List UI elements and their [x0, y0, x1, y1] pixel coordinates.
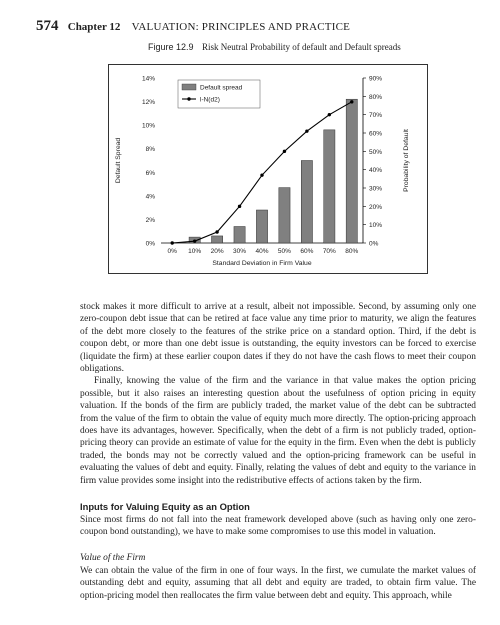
bar	[324, 130, 335, 243]
figure-caption-text: Risk Neutral Probability of default and Default spreads	[202, 42, 401, 52]
left-tick-label: 10%	[141, 122, 155, 130]
line-point	[171, 241, 174, 244]
left-tick-label: 2%	[145, 216, 155, 224]
x-tick-label: 60%	[300, 248, 314, 255]
chart	[108, 64, 428, 274]
bar	[256, 210, 267, 243]
right-tick-label: 40%	[369, 167, 383, 175]
bar	[279, 188, 290, 243]
right-tick-label: 20%	[369, 203, 383, 211]
left-tick-label: 8%	[145, 146, 155, 154]
line-point	[215, 230, 218, 233]
x-tick-label: 30%	[233, 248, 247, 255]
legend-bar-swatch	[182, 84, 196, 90]
left-tick-label: 6%	[145, 169, 155, 177]
bar	[301, 161, 312, 244]
right-tick-label: 10%	[369, 222, 383, 230]
line-point	[283, 150, 286, 153]
right-tick-label: 80%	[369, 93, 383, 101]
right-tick-label: 90%	[369, 75, 383, 83]
running-head	[36, 18, 350, 35]
line-point	[305, 129, 308, 132]
left-tick-label: 0%	[145, 240, 155, 248]
paragraph: stock makes it more difficult to arrive at a result, albeit not impossible. Second, by assuming only one zero-coupon debt issue that can be retired at face value any time prior to maturity, we align the features of the debt more closely to the features of the strike price on a standard option. Third, if the debt is coupon debt, or more than one debt issue is outstanding, the equity investors can be forced to exercise (liquidate the firm) at these earlier coupon dates if they do not have the cash flows to meet their coupon obligations.	[80, 302, 476, 375]
section-heading: Inputs for Valuing Equity as an Option	[80, 501, 250, 513]
right-tick-label: 0%	[369, 240, 379, 248]
running-title: VALUATION: PRINCIPLES AND PRACTICE	[131, 21, 351, 33]
paragraph: Finally, knowing the value of the firm and the variance in that value makes the option pricing possible, but it also raises an interesting question about the usefulness of option pricing in equity valuation. If the bonds of the firm are publicly traded, the market value of the debt can be subtracted from the value of the firm to obtain the value of equity much more directly. The option-pricing approach does have its advantages, however. Specifically, when the debt of a firm is not publicly traded, option-pricing theory can provide an estimate of value for the equity in the firm. Even when the debt is publicly traded, the bonds may not be correctly valued and the option-pricing framework can be useful in evaluating the values of debt and equity. Finally, relating the values of debt and equity to the variance in firm value provides some insight into the redistributive effects of actions taken by the firm.	[80, 376, 476, 486]
legend-label: l-N(d2)	[200, 96, 220, 104]
bar	[212, 236, 223, 243]
left-axis-title: Default Spread	[115, 137, 122, 184]
bar	[346, 99, 357, 243]
page-number: 574	[36, 18, 59, 34]
x-axis-title: Standard Deviation in Firm Value	[212, 260, 312, 267]
right-tick-label: 50%	[369, 148, 383, 156]
legend-label: Default spread	[200, 84, 243, 92]
left-tick-label: 12%	[141, 99, 155, 107]
chapter-label: Chapter 12	[67, 21, 121, 33]
right-tick-label: 30%	[369, 185, 383, 193]
line-point	[350, 100, 353, 103]
left-tick-label: 14%	[141, 75, 155, 83]
paragraph: We can obtain the value of the firm in one of four ways. In the first, we cumulate the market values of outstanding debt and equity, assuming that all debt and equity are traded, to obtain firm value. The option-pricing model then reallocates the firm value between debt and equity. This approach, while	[80, 565, 476, 601]
right-tick-label: 60%	[369, 130, 383, 138]
figure-caption	[148, 42, 401, 52]
line-point	[238, 205, 241, 208]
body-text	[80, 301, 476, 602]
x-tick-label: 40%	[255, 248, 269, 255]
line-point	[193, 239, 196, 242]
x-tick-label: 0%	[167, 248, 177, 255]
x-tick-label: 70%	[322, 248, 336, 255]
x-tick-label: 80%	[345, 248, 359, 255]
legend-line-marker	[187, 97, 190, 100]
subsection-heading: Value of the Firm	[80, 553, 146, 564]
x-tick-label: 50%	[277, 248, 291, 255]
x-tick-label: 20%	[210, 248, 224, 255]
line-point	[260, 173, 263, 176]
paragraph: Since most firms do not fall into the neat framework developed above (such as having only one zero-coupon bond outstanding), we have to make some compromises to use this model in valuation.	[80, 514, 476, 537]
line-point	[328, 113, 331, 116]
right-tick-label: 70%	[369, 112, 383, 120]
figure-label: Figure 12.9	[148, 42, 194, 52]
right-axis-title: Probability of Default	[403, 129, 410, 192]
bar	[234, 227, 245, 244]
left-tick-label: 4%	[145, 193, 155, 201]
x-tick-label: 10%	[188, 248, 202, 255]
